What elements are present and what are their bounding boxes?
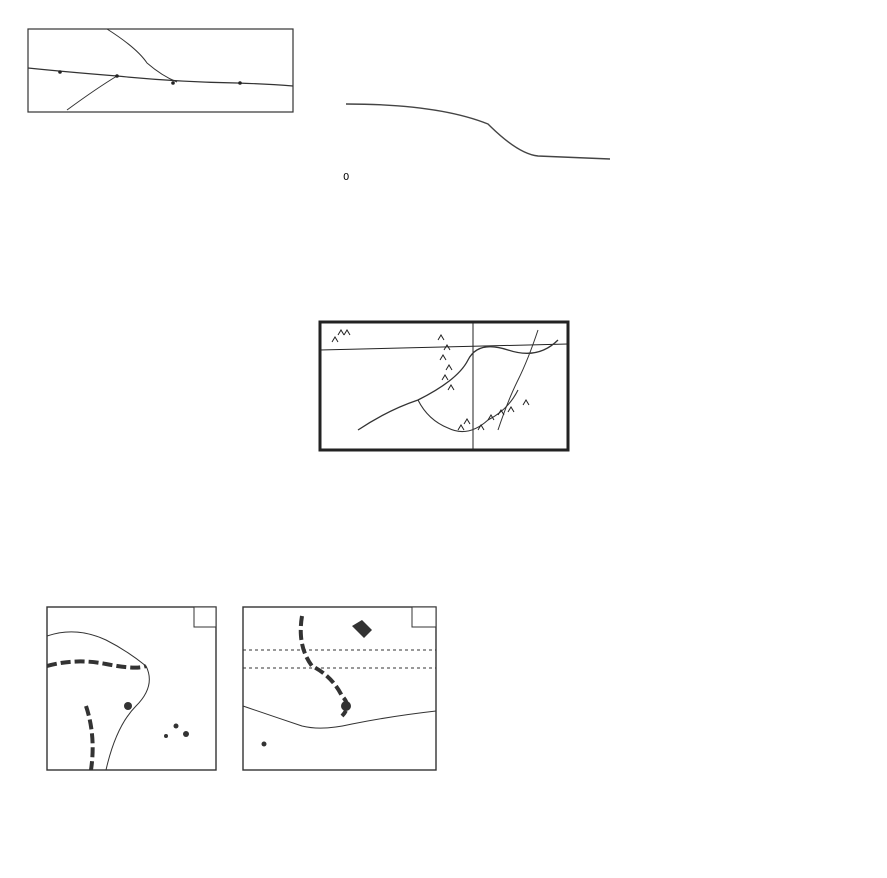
- label-box: [412, 607, 436, 627]
- delta-map-jia: [46, 606, 218, 772]
- delta-map-yi: [242, 606, 438, 772]
- point-b: [115, 74, 119, 78]
- profile-x-tick-0: 0: [343, 172, 350, 183]
- intro-20-21: [310, 4, 313, 23]
- point-a: [58, 70, 62, 74]
- q23-option-b: [26, 428, 29, 447]
- profile-curve: [346, 104, 610, 159]
- point-d: [238, 81, 242, 85]
- island: [164, 734, 168, 738]
- q23-option-a: [26, 405, 29, 424]
- map-frame: [28, 29, 293, 112]
- q20-option-d-tail: [651, 87, 654, 106]
- q21-option-b: [664, 172, 679, 191]
- q22-stem-line1: [12, 298, 15, 317]
- city: [124, 702, 132, 710]
- q23-stem: [12, 381, 15, 400]
- q20-option-c: [664, 67, 689, 85]
- intro-25-26: [464, 579, 467, 598]
- q22-option-d: [160, 360, 163, 379]
- q25-stem-line2: [28, 835, 31, 854]
- island: [174, 724, 179, 729]
- island: [183, 731, 189, 737]
- q21-option-a: [664, 150, 679, 169]
- q24-option-d: [276, 553, 279, 572]
- river-distribution-map: [27, 28, 295, 114]
- label-box: [194, 607, 216, 627]
- q23-option-c: [26, 450, 29, 469]
- map-frame: [320, 322, 568, 450]
- intro-22-24: [20, 266, 23, 285]
- q24-option-b: [276, 532, 279, 551]
- city: [341, 701, 351, 711]
- q24-stem: [12, 512, 15, 531]
- point-c: [171, 81, 175, 85]
- island: [262, 742, 267, 747]
- q21-option-d: [24, 213, 27, 232]
- q21-option-c: [24, 193, 27, 212]
- riverbed-profile-chart: [318, 84, 638, 184]
- q20-stem: [310, 24, 313, 43]
- q23-option-d: [26, 471, 29, 490]
- northeast-terrain-map: [318, 320, 598, 480]
